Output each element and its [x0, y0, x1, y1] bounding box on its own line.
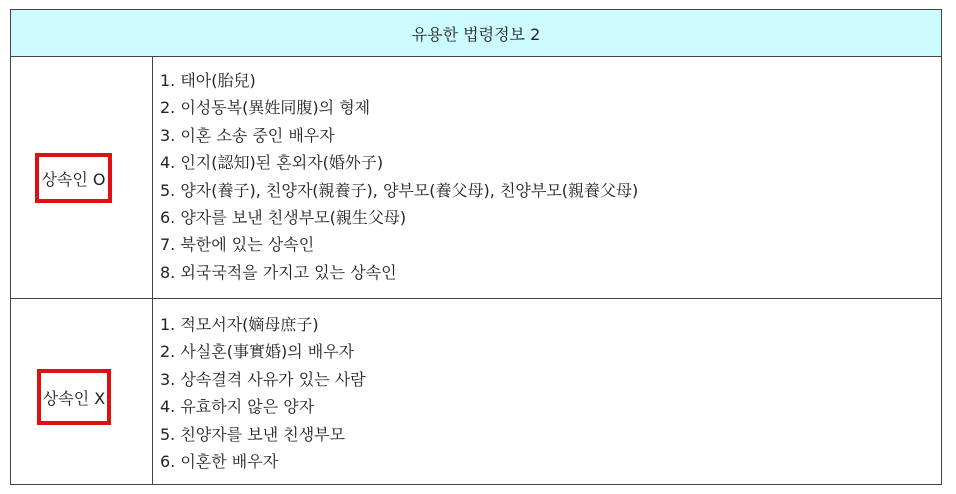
heir-no-label-box [37, 369, 111, 425]
list-item: 1. 태아(胎兒) [160, 71, 256, 90]
list-item: 6. 이혼한 배우자 [160, 451, 279, 471]
list-item: 2. 사실혼(事實婚)의 배우자 [160, 342, 355, 362]
list-item: 2. 이성동복(異姓同腹)의 형제 [160, 98, 371, 118]
heir-yes-list [160, 67, 638, 286]
list-item: 1. 적모서자(嫡母庶子) [160, 315, 319, 334]
legal-info-table [10, 9, 942, 485]
table-row-heir-no [11, 299, 941, 484]
table-title: 유용한 법령정보 2 [411, 24, 541, 44]
table-row-heir-yes [11, 57, 941, 299]
list-item: 8. 외국국적을 가지고 있는 상속인 [160, 262, 397, 282]
list-item: 4. 유효하지 않은 양자 [160, 397, 315, 417]
heir-yes-label: 상속인 O [41, 169, 106, 189]
row-list-cell [153, 57, 941, 298]
list-item: 3. 상속결격 사유가 있는 사람 [160, 369, 366, 389]
list-item: 4. 인지(認知)된 혼외자(婚外子) [160, 153, 384, 173]
list-item: 3. 이혼 소송 중인 배우자 [160, 125, 335, 145]
heir-no-list [160, 311, 366, 475]
list-item: 5. 양자(養子), 친양자(親養子), 양부모(養父母), 친양부모(親養父母) [160, 180, 639, 200]
list-item: 5. 친양자를 보낸 친생부모 [160, 424, 346, 444]
table-header [11, 10, 941, 57]
row-label-cell [11, 57, 153, 298]
list-item: 7. 북한에 있는 상속인 [160, 235, 315, 255]
heir-yes-label-box [35, 153, 112, 203]
list-item: 6. 양자를 보낸 친생부모(親生父母) [160, 207, 407, 227]
heir-no-label: 상속인 X [42, 388, 106, 408]
row-list-cell [153, 299, 941, 484]
row-label-cell [11, 299, 153, 484]
